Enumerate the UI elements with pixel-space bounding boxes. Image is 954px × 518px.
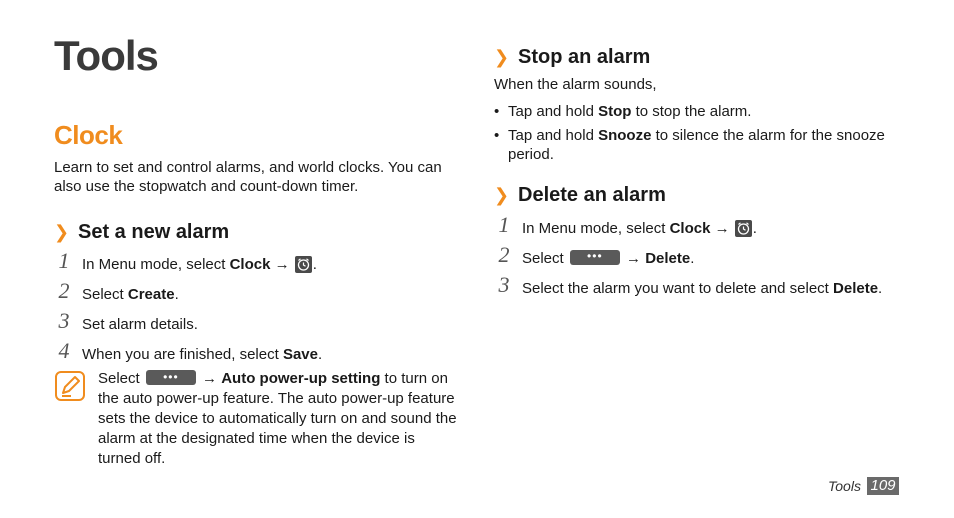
set-alarm-step-3 — [58, 308, 198, 334]
delete-alarm-heading-text: Delete an alarm — [518, 184, 666, 206]
delete-alarm-step-1 — [498, 212, 757, 238]
chevron-right-icon: ❯ — [54, 222, 70, 242]
note-pre: Select — [98, 370, 140, 387]
delete-alarm-heading — [494, 184, 666, 207]
step-text: Select — [522, 250, 568, 267]
step-bold-term: Clock — [669, 220, 711, 237]
step-arrow: → — [710, 220, 734, 237]
step-end: . — [312, 256, 317, 273]
step-number: 2 — [498, 242, 510, 267]
chevron-right-icon: ❯ — [494, 185, 510, 205]
step-bold-term: Clock — [229, 256, 271, 273]
step-end: . — [752, 220, 757, 237]
bullet-text: Tap and hold — [508, 103, 599, 120]
step-arrow: → — [621, 250, 646, 267]
step-end: . — [878, 280, 883, 297]
bullet-bold-term: Snooze — [598, 127, 652, 144]
note-post: to turn on the auto power-up feature. The auto power-up feature sets the device to automatically turn on and sound the alarm at the designated time when the device is turned off. — [98, 370, 457, 467]
stop-alarm-bullet-2 — [494, 126, 908, 164]
more-menu-button[interactable] — [570, 250, 620, 265]
step-arrow: → — [270, 256, 294, 273]
stop-alarm-intro: When the alarm sounds, — [494, 76, 657, 93]
set-alarm-step-2 — [58, 278, 179, 304]
step-bold-term: Save — [282, 346, 318, 363]
step-text: Select the alarm you want to delete and select — [522, 280, 834, 297]
stop-alarm-bullet-1 — [494, 102, 908, 121]
section-title: Clock — [54, 120, 123, 150]
step-number: 4 — [58, 338, 70, 363]
note-pencil-icon — [55, 371, 85, 401]
step-number: 3 — [498, 272, 510, 297]
step-end: . — [318, 346, 323, 363]
delete-alarm-step-3 — [498, 272, 883, 298]
step-number: 1 — [498, 212, 510, 237]
stop-alarm-heading — [494, 46, 650, 69]
section-intro: Learn to set and control alarms, and world clocks. You can also use the stopwatch and count-down timer. — [54, 159, 442, 195]
set-alarm-step-1 — [58, 248, 317, 274]
stop-alarm-heading-text: Stop an alarm — [518, 46, 651, 68]
more-menu-icon: ••• — [163, 370, 179, 384]
step-number: 1 — [58, 248, 70, 273]
step-end: . — [690, 250, 695, 267]
set-alarm-heading-text: Set a new alarm — [78, 221, 230, 243]
step-text: When you are finished, select — [82, 346, 283, 363]
bullet-end: to stop the alarm. — [631, 103, 752, 120]
bullet-dot: • — [494, 127, 500, 144]
step-text: In Menu mode, select — [82, 256, 230, 273]
alarm-clock-icon[interactable] — [295, 256, 312, 273]
bullet-dot: • — [494, 103, 500, 120]
bullet-bold-term: Stop — [598, 103, 632, 120]
more-menu-button[interactable] — [146, 370, 196, 385]
step-number: 2 — [58, 278, 70, 303]
bullet-text: Tap and hold — [508, 127, 599, 144]
step-text: Select — [82, 286, 128, 303]
bullet-end: to silence the alarm for the snooze period. — [508, 127, 885, 163]
footer-chapter-label: Tools — [828, 478, 861, 494]
note-arrow: → — [202, 370, 218, 387]
step-number: 3 — [58, 308, 70, 333]
delete-alarm-step-2 — [498, 242, 695, 268]
step-bold-term: Create — [127, 286, 175, 303]
step-bold-term: Delete — [833, 280, 879, 297]
set-alarm-heading — [54, 221, 229, 244]
page-number: 109 — [867, 477, 899, 495]
note-text — [98, 369, 458, 469]
step-text: In Menu mode, select — [522, 220, 670, 237]
step-text: Set alarm details. — [82, 316, 198, 333]
set-alarm-step-4 — [58, 338, 323, 364]
alarm-clock-icon[interactable] — [735, 220, 752, 237]
chapter-title: Tools — [54, 32, 158, 79]
chevron-right-icon: ❯ — [494, 47, 510, 67]
note-bold-term: Auto power-up setting — [221, 370, 381, 387]
step-end: . — [174, 286, 179, 303]
more-menu-icon: ••• — [587, 249, 603, 263]
step-bold-term: Delete — [645, 250, 691, 267]
